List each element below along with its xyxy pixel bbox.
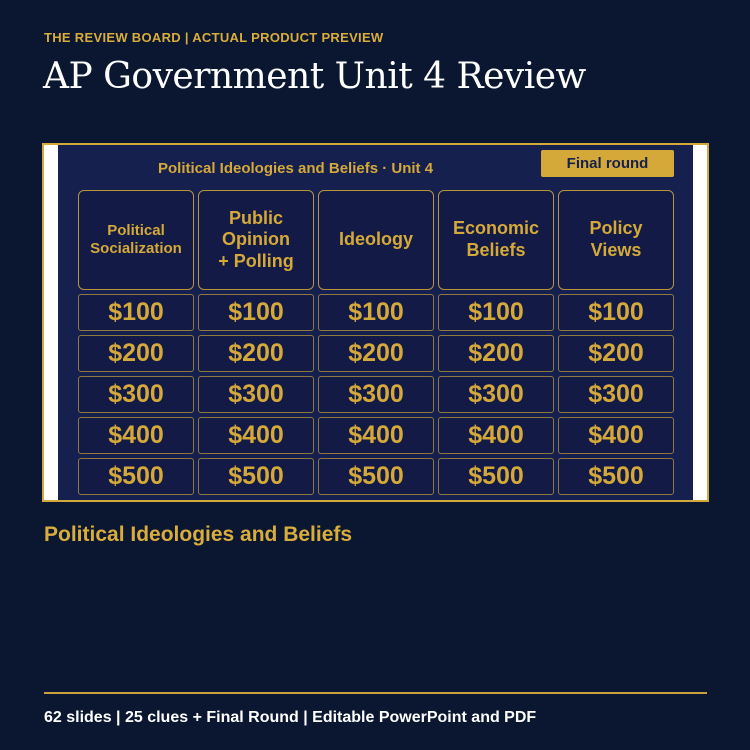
page-title: AP Government Unit 4 Review — [43, 56, 586, 97]
clue-cell[interactable]: $500 — [438, 458, 554, 495]
product-preview-frame — [42, 143, 709, 502]
clue-cell[interactable]: $500 — [318, 458, 434, 495]
board-title: Political Ideologies and Beliefs · Unit 4 — [158, 160, 434, 177]
final-round-button[interactable]: Final round — [541, 150, 674, 177]
eyebrow-text: THE REVIEW BOARD | ACTUAL PRODUCT PREVIEW — [44, 30, 384, 45]
clue-cell[interactable]: $500 — [198, 458, 314, 495]
clue-cell[interactable]: $300 — [558, 376, 674, 413]
clue-cell[interactable]: $300 — [198, 376, 314, 413]
clue-cell[interactable]: $500 — [78, 458, 194, 495]
clue-cell[interactable]: $400 — [198, 417, 314, 454]
category-header: Political Socialization — [78, 190, 194, 290]
divider — [44, 692, 707, 694]
clue-cell[interactable]: $100 — [78, 294, 194, 331]
clue-cell[interactable]: $100 — [198, 294, 314, 331]
clue-cell[interactable]: $100 — [438, 294, 554, 331]
clue-cell[interactable]: $200 — [78, 335, 194, 372]
clue-cell[interactable]: $100 — [558, 294, 674, 331]
clue-cell[interactable]: $200 — [318, 335, 434, 372]
clue-cell[interactable]: $400 — [438, 417, 554, 454]
clue-cell[interactable]: $400 — [78, 417, 194, 454]
game-board — [58, 145, 693, 500]
clue-cell[interactable]: $400 — [558, 417, 674, 454]
section-subtitle: Political Ideologies and Beliefs — [44, 523, 353, 546]
clue-cell[interactable]: $300 — [438, 376, 554, 413]
clue-cell[interactable]: $200 — [558, 335, 674, 372]
category-header: Public Opinion + Polling — [198, 190, 314, 290]
board-grid — [78, 190, 675, 495]
category-header: Policy Views — [558, 190, 674, 290]
clue-cell[interactable]: $300 — [318, 376, 434, 413]
category-header: Ideology — [318, 190, 434, 290]
clue-cell[interactable]: $400 — [318, 417, 434, 454]
clue-cell[interactable]: $300 — [78, 376, 194, 413]
clue-cell[interactable]: $200 — [198, 335, 314, 372]
footer-text: 62 slides | 25 clues + Final Round | Editable PowerPoint and PDF — [44, 709, 537, 726]
category-header: Economic Beliefs — [438, 190, 554, 290]
clue-cell[interactable]: $500 — [558, 458, 674, 495]
clue-cell[interactable]: $100 — [318, 294, 434, 331]
clue-cell[interactable]: $200 — [438, 335, 554, 372]
